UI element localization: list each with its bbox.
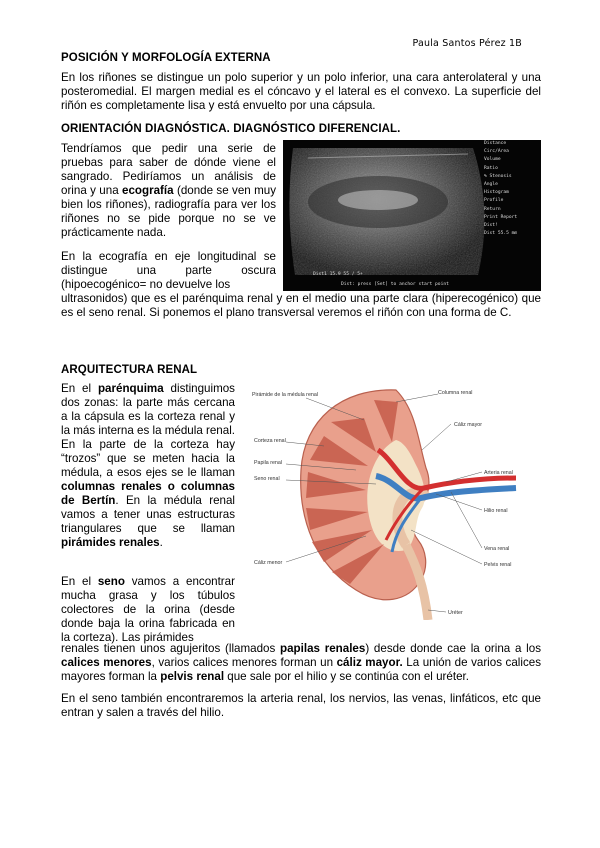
label-ureter: Uréter [448, 610, 463, 616]
paragraph-papilas: renales tienen unos agujeritos (llamados papilas renales) desde donde cae la orina a los calices menores, varios calices menores forman un cáliz mayor. La unión de varios calices mayores forman la pelvis renal que sale por el hilio y se continúa con el uréter. [61, 642, 541, 683]
section-title-arquitectura: ARQUITECTURA RENAL [61, 364, 198, 376]
kidney-diagram [246, 380, 546, 620]
ultrasound-status: Dist: press [Set] to anchor start point [341, 282, 449, 287]
label-columna: Columna renal [438, 390, 473, 396]
section-title-morfologia: POSICIÓN Y MORFOLOGÍA EXTERNA [61, 52, 271, 64]
label-vena: Vena renal [484, 546, 510, 552]
paragraph-hilio: En el seno también encontraremos la arteria renal, los nervios, las venas, linfáticos, etc que entran y salen a través del hilio. [61, 692, 541, 719]
author-name: Paula Santos Pérez 1B [412, 38, 522, 49]
label-piramide: Pirámide de la médula renal [252, 392, 318, 398]
paragraph-parenquima: En el parénquima distinguimos dos zonas: la parte más cercana a la cápsula es la corteza renal y la más interna es la médula renal. En la parte de la corteza hay “trozos” que se meten hacia la médula, a esos ejes se le llaman columnas renales o columnas de Bertín. En la médula renal vamos a tener unas estructuras triangulares que se llaman pirámides renales. [61, 382, 235, 549]
label-caliz-mayor: Cáliz mayor [454, 422, 482, 428]
label-seno: Seno renal [254, 476, 280, 482]
label-pelvis: Pelvis renal [484, 562, 512, 568]
ultrasound-measure: Dist1 15.9 55 / 5+ [313, 272, 363, 277]
keyword-ecografia: ecografía [122, 184, 174, 197]
paragraph-morfologia: En los riñones se distingue un polo superior y un polo inferior, una cara anterolateral y una posteromedial. El margen medial es el cóncavo y el lateral es el convexo. La superficie del riñón es completamente lisa y está envuelto por una cápsula. [61, 71, 541, 112]
paragraph-ecografia-1: En la ecografía en eje longitudinal se distingue una parte oscura (hipoecogénico= no devuelve los [61, 250, 276, 291]
section-title-diagnostico: ORIENTACIÓN DIAGNÓSTICA. DIAGNÓSTICO DIFERENCIAL. [61, 123, 401, 135]
paragraph-seno: En el seno vamos a encontrar mucha grasa y los túbulos colectores de la orina (desde donde baja la orina fabricada en la corteza). Las pirámides [61, 575, 235, 644]
label-papila: Papila renal [254, 460, 282, 466]
label-caliz-menor: Cáliz menor [254, 560, 283, 566]
paragraph-ecografia-2: ultrasonidos) que es el parénquima renal y en el medio una parte clara (hiperecogénico) que es el seno renal. Si ponemos el plano transversal veremos el riñón con una forma de C. [61, 292, 541, 319]
paragraph-diagnostico: Tendríamos que pedir una serie de pruebas para saber de dónde viene el sangrado. Pediríamos un análisis de orina y una ecografía (donde se ven muy bien los riñones), radiografía para ver los riñones no se pide porque no se ve prácticamente nada. [61, 142, 276, 239]
ultrasound-image [283, 140, 541, 291]
label-hilio: Hilio renal [484, 508, 508, 514]
label-arteria: Arteria renal [484, 470, 513, 476]
label-corteza: Corteza renal [254, 438, 286, 444]
ultrasound-menu: Distance Circ/Area Volume Ratio % Stenosis Angle Histogram Profile Return Print Report Dist! Dist 55.5 mm [484, 141, 518, 237]
